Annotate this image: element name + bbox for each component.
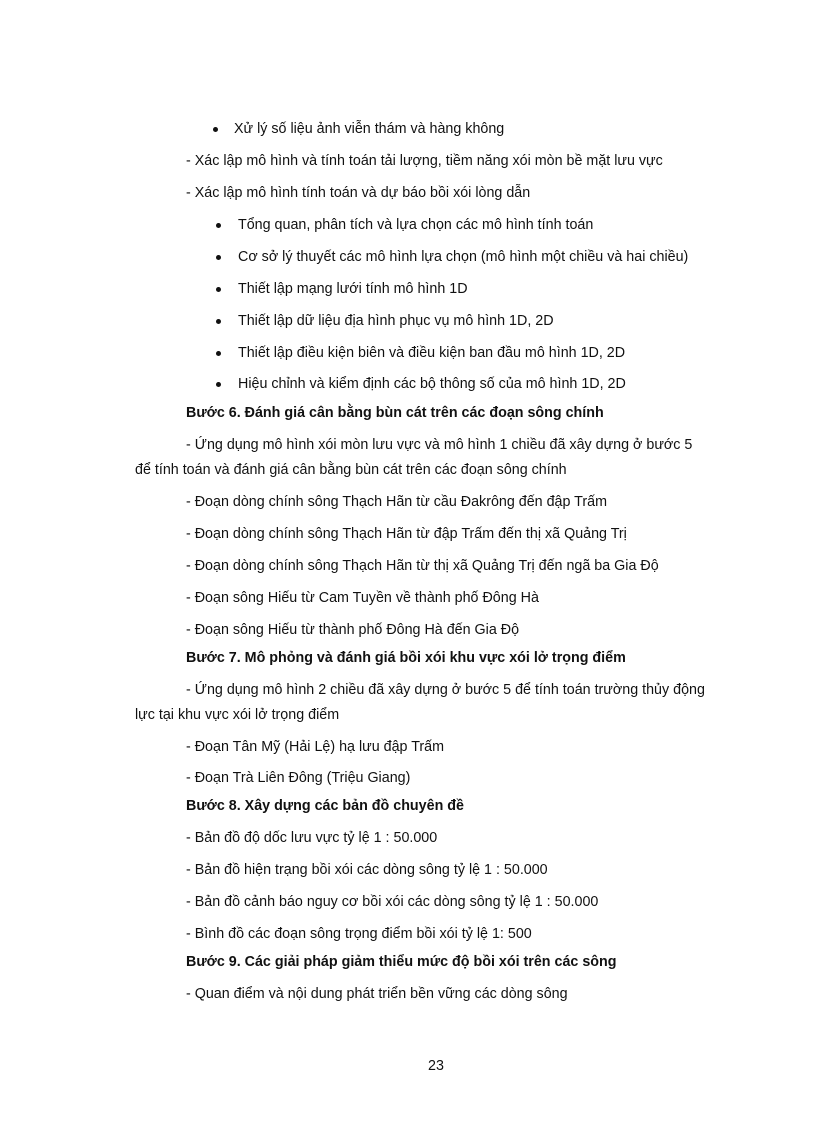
bullet-item-text: Thiết lập mạng lưới tính mô hình 1D (238, 281, 468, 297)
dash-item-text: - Bản đồ hiện trạng bồi xói các dòng sông tỷ lệ 1 : 50.000 (186, 862, 548, 878)
bullet-icon (216, 223, 221, 228)
paragraph-line: - Ứng dụng mô hình 2 chiều đã xây dựng ở bước 5 để tính toán trường thủy động (186, 682, 705, 698)
dash-item-text: - Bản đồ độ dốc lưu vực tỷ lệ 1 : 50.000 (186, 830, 438, 846)
section-heading: Bước 8. Xây dựng các bản đồ chuyên đề (186, 798, 464, 814)
paragraph-line: - Ứng dụng mô hình xói mòn lưu vực và mô hình 1 chiều đã xây dựng ở bước 5 (186, 437, 693, 453)
section-heading: Bước 9. Các giải pháp giảm thiểu mức độ bồi xói trên các sông (186, 954, 617, 970)
paragraph-line: để tính toán và đánh giá cân bằng bùn cát trên các đoạn sông chính (135, 462, 567, 478)
bullet-item-text: Tổng quan, phân tích và lựa chọn các mô hình tính toán (238, 217, 594, 233)
dash-item-text: - Đoạn sông Hiếu từ thành phố Đông Hà đến Gia Độ (186, 622, 520, 638)
bullet-item-text: Thiết lập điều kiện biên và điều kiện ban đầu mô hình 1D, 2D (238, 345, 626, 361)
dash-item-text: - Đoạn dòng chính sông Thạch Hãn từ đập Trấm đến thị xã Quảng Trị (186, 526, 627, 542)
bullet-icon (216, 351, 221, 356)
bullet-item-text: Thiết lập dữ liệu địa hình phục vụ mô hình 1D, 2D (238, 313, 554, 329)
page-number: 23 (428, 1058, 444, 1074)
bullet-icon (216, 287, 221, 292)
bullet-item-text: Hiệu chỉnh và kiểm định các bộ thông số của mô hình 1D, 2D (238, 376, 626, 392)
dash-item-text: - Xác lập mô hình và tính toán tải lượng, tiềm năng xói mòn bề mặt lưu vực (186, 153, 663, 169)
dash-item-text: - Đoạn dòng chính sông Thạch Hãn từ thị xã Quảng Trị đến ngã ba Gia Độ (186, 558, 659, 574)
bullet-icon (216, 319, 221, 324)
dash-item-text: - Bản đồ cảnh báo nguy cơ bồi xói các dòng sông tỷ lệ 1 : 50.000 (186, 894, 599, 910)
paragraph-line: lực tại khu vực xói lở trọng điểm (135, 707, 340, 723)
dash-item-text: - Xác lập mô hình tính toán và dự báo bồi xói lòng dẫn (186, 185, 531, 201)
bullet-icon (216, 255, 221, 260)
dash-item-text: - Đoạn Tân Mỹ (Hải Lệ) hạ lưu đập Trấm (186, 739, 445, 755)
section-heading: Bước 7. Mô phỏng và đánh giá bồi xói khu vực xói lở trọng điểm (186, 650, 626, 666)
dash-item-text: - Đoạn Trà Liên Đông (Triệu Giang) (186, 770, 411, 786)
dash-item-text: - Đoạn dòng chính sông Thạch Hãn từ cầu Đakrông đến đập Trấm (186, 494, 607, 510)
dash-item-text: - Đoạn sông Hiếu từ Cam Tuyền về thành phố Đông Hà (186, 590, 539, 606)
bullet-item-text: Cơ sở lý thuyết các mô hình lựa chọn (mô hình một chiều và hai chiều) (238, 249, 689, 265)
dash-item-text: - Quan điểm và nội dung phát triển bền vững các dòng sông (186, 986, 568, 1002)
bullet-icon (216, 382, 221, 387)
bullet-icon (213, 127, 218, 132)
bullet-item-text: Xử lý số liệu ảnh viễn thám và hàng không (234, 121, 505, 137)
dash-item-text: - Bình đồ các đoạn sông trọng điểm bồi xói tỷ lệ 1: 500 (186, 926, 532, 942)
section-heading: Bước 6. Đánh giá cân bằng bùn cát trên các đoạn sông chính (186, 405, 604, 421)
